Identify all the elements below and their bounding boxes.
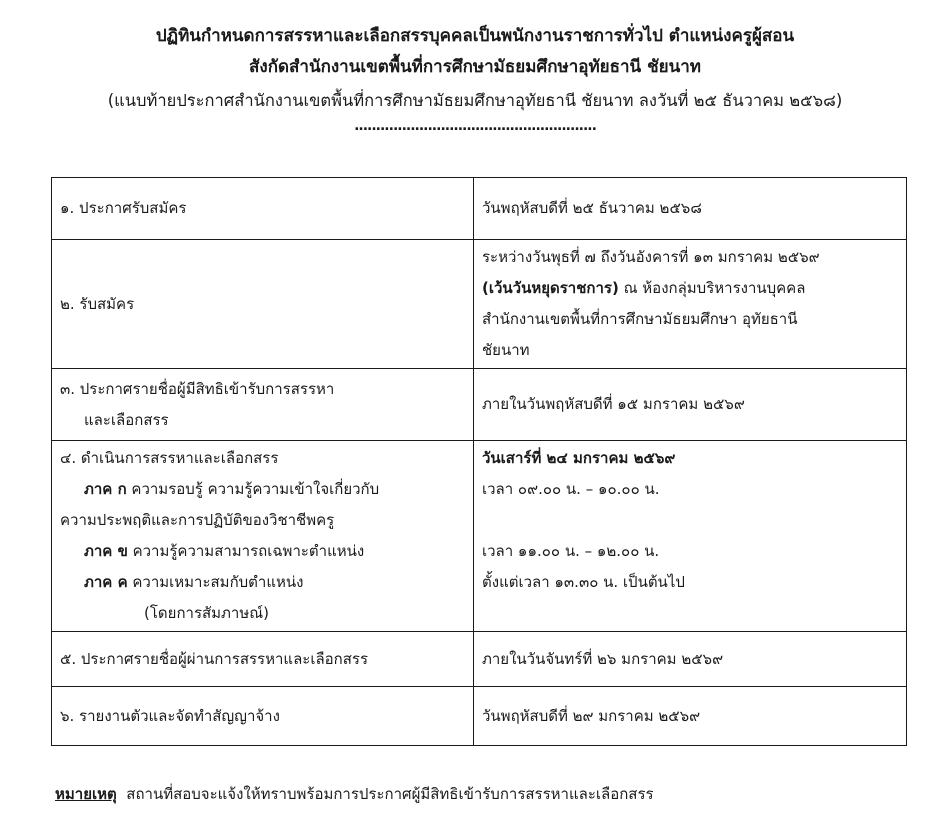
spacer: [482, 505, 898, 536]
footnote-text: สถานที่สอบจะแจ้งให้ทราบพร้อมการประกาศผู้มีสิทธิเข้ารับการสรรหาและเลือกสรร: [116, 785, 654, 803]
exam-date: วันเสาร์ที่ ๒๔ มกราคม ๒๕๖๙: [482, 449, 676, 467]
table-row: [52, 687, 907, 746]
dotted-divider: ........................................................: [354, 118, 596, 134]
part-c-line2: (โดยการสัมภาษณ์): [144, 604, 270, 622]
step-line: ๔. ดำเนินการสรรหาและเลือกสรร: [60, 449, 279, 467]
part-a-text: ความรอบรู้ ความรู้ความเข้าใจเกี่ยวกับ: [126, 480, 380, 498]
step-cell: ๒. รับสมัคร: [52, 240, 474, 369]
table-row: [52, 240, 907, 369]
document-title-line1: ปฏิทินกำหนดการสรรหาและเลือกสรรบุคคลเป็นพนักงานราชการทั่วไป ตำแหน่งครูผู้สอน: [155, 26, 795, 46]
date-line: ชัยนาท: [482, 341, 530, 359]
date-line: สำนักงานเขตพื้นที่การศึกษามัธยมศึกษา อุทัยธานี: [482, 310, 798, 328]
table-row: [52, 178, 907, 240]
date-cell: [474, 240, 907, 369]
date-line: [482, 273, 898, 304]
date-cell: ภายในวันพฤหัสบดีที่ ๑๕ มกราคม ๒๕๖๙: [474, 369, 907, 441]
step-cell: ๕. ประกาศรายชื่อผู้ผ่านการสรรหาและเลือกสรร: [52, 632, 474, 687]
table-row: [52, 369, 907, 441]
step-cell: [52, 369, 474, 441]
location-text: ณ ห้องกลุ่มบริหารงานบุคคล: [618, 279, 806, 297]
table-row: [52, 441, 907, 632]
part-c-label: ภาค ค: [84, 573, 128, 591]
time-part-b: เวลา ๑๑.๐๐ น. – ๑๒.๐๐ น.: [482, 542, 660, 560]
step-line: และเลือกสรร: [84, 410, 169, 429]
date-cell: วันพฤหัสบดีที่ ๒๙ มกราคม ๒๕๖๙: [474, 687, 907, 746]
part-a-label: ภาค ก: [84, 480, 127, 498]
table-row: [52, 632, 907, 687]
date-cell: [474, 441, 907, 632]
schedule-table: [51, 177, 907, 746]
date-cell: ภายในวันจันทร์ที่ ๒๖ มกราคม ๒๕๖๙: [474, 632, 907, 687]
step-cell: [52, 441, 474, 632]
step-line: ๓. ประกาศรายชื่อผู้มีสิทธิเข้ารับการสรรหา: [60, 379, 335, 398]
footnote-label: หมายเหตุ: [55, 785, 117, 803]
step-cell: ๑. ประกาศรับสมัคร: [52, 178, 474, 240]
footnote: [55, 782, 654, 806]
step-cell: ๖. รายงานตัวและจัดทำสัญญาจ้าง: [52, 687, 474, 746]
part-a-line2: ความประพฤติและการปฏิบัติของวิชาชีพครู: [60, 511, 335, 529]
part-b-label: ภาค ข: [84, 542, 128, 560]
document-subtitle: (แนบท้ายประกาศสำนักงานเขตพื้นที่การศึกษามัธยมศึกษาอุทัยธานี ชัยนาท ลงวันที่ ๒๕ ธันวาคม ๒๕๖๘): [107, 91, 843, 110]
date-line: ระหว่างวันพุธที่ ๗ ถึงวันอังคารที่ ๑๓ มกราคม ๒๕๖๙: [482, 248, 820, 266]
date-cell: วันพฤหัสบดีที่ ๒๕ ธันวาคม ๒๕๖๘: [474, 178, 907, 240]
part-c-line: [60, 567, 465, 598]
time-part-c: ตั้งแต่เวลา ๑๓.๓๐ น. เป็นต้นไป: [482, 573, 685, 591]
document-title-line2: สังกัดสำนักงานเขตพื้นที่การศึกษามัธยมศึกษาอุทัยธานี ชัยนาท: [249, 57, 701, 77]
part-a-line: [60, 474, 465, 505]
holiday-exception: (เว้นวันหยุดราชการ): [482, 279, 619, 297]
part-b-line: [60, 536, 465, 567]
part-c-text: ความเหมาะสมกับตำแหน่ง: [127, 573, 304, 591]
part-b-text: ความรู้ความสามารถเฉพาะตำแหน่ง: [127, 542, 365, 560]
time-part-a: เวลา ๐๙.๐๐ น. – ๑๐.๐๐ น.: [482, 480, 660, 498]
